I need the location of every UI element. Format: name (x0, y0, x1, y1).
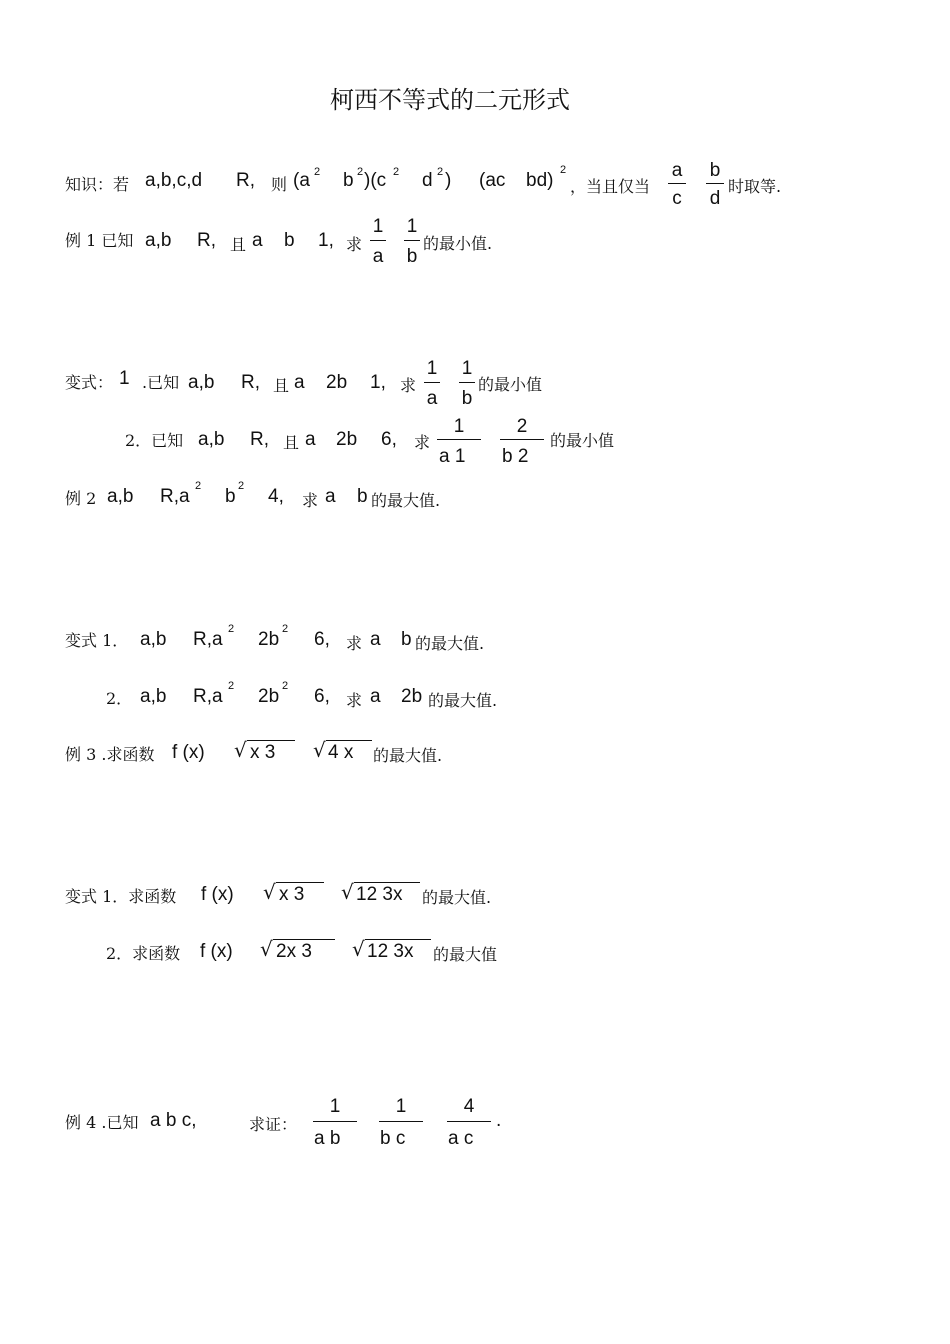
frac-num: 1 (395, 1096, 407, 1117)
fraction-bar (437, 439, 481, 440)
knowledge-close: ) (445, 170, 452, 191)
example-label: 例 4 .已知 (65, 1113, 139, 1132)
radical-bar (273, 939, 335, 940)
frac-num: 1 (406, 216, 418, 237)
frac-den: b 2 (502, 446, 529, 467)
knowledge-vars: a,b,c,d (145, 170, 203, 191)
var1-2b: 2b (326, 372, 348, 393)
knowledge-tail: 时取等. (728, 177, 782, 196)
exp: 2 (393, 166, 400, 178)
ex4-dot: . (496, 1110, 502, 1131)
example-label: 例 1 已知 (65, 231, 134, 250)
fraction-bar (424, 382, 440, 383)
var22-2b: 2b (258, 686, 280, 707)
ex1-tail: 的最小值. (423, 234, 493, 253)
knowledge-bd: bd) (526, 170, 554, 191)
var22-bb: 2b (401, 686, 423, 707)
frac-num: 1 (426, 358, 438, 379)
var21-2b: 2b (258, 629, 280, 650)
var32-radicand-2: 12 3x (367, 941, 414, 962)
variant-number: 1 (119, 368, 130, 389)
frac-num: 1 (461, 358, 473, 379)
radical-bar (276, 882, 324, 883)
var2-a: a (305, 429, 316, 450)
var2-tail: 的最小值 (550, 431, 615, 450)
frac-den: a 1 (439, 446, 466, 467)
sqrt-icon: √ (313, 738, 326, 762)
var1-one: 1, (370, 372, 386, 393)
exp: 2 (228, 680, 235, 692)
var2-six: 6, (381, 429, 397, 450)
var21-ask: 求 (346, 634, 363, 653)
frac-num: a (671, 160, 683, 181)
var22-ab: a,b (140, 686, 167, 707)
example-label: 例 2 (65, 489, 97, 508)
var1-a: a (294, 372, 305, 393)
exp: 2 (282, 623, 289, 635)
frac-den: b c (380, 1128, 406, 1149)
exp: 2 (228, 623, 235, 635)
ex1-a: a (252, 230, 263, 251)
frac-den: b (461, 388, 473, 409)
var2-ask: 求 (414, 433, 431, 452)
var1-ab: a,b (188, 372, 215, 393)
var31-tail: 的最大值. (422, 888, 492, 907)
ex4-ask: 求证： (249, 1115, 298, 1134)
var2-2b: 2b (336, 429, 358, 450)
var32-tail: 的最大值 (433, 945, 498, 964)
variant-number: 2．已知 (125, 431, 184, 450)
var22-a: a (370, 686, 381, 707)
exp: 2 (282, 680, 289, 692)
variant-number: 2． (106, 689, 133, 708)
ex2-bb: b (357, 486, 368, 507)
frac-num: 4 (463, 1096, 475, 1117)
var21-a: a (370, 629, 381, 650)
ex1-ask: 求 (346, 235, 363, 254)
frac-num: 1 (372, 216, 384, 237)
sqrt-icon: √ (352, 937, 365, 961)
exp: 2 (195, 480, 202, 492)
fraction-bar (379, 1121, 423, 1122)
exp: 2 (437, 166, 444, 178)
ex3-radicand-1: x 3 (250, 742, 276, 763)
variant-label: 变式 1． (65, 631, 129, 650)
var31-fx: f (x) (201, 884, 234, 905)
fraction-bar (706, 183, 724, 184)
ex3-radicand-2: 4 x (328, 742, 354, 763)
page-title: 柯西不等式的二元形式 (330, 86, 570, 114)
radical-bar (247, 740, 295, 741)
radical-bar (365, 939, 431, 940)
var22-ask: 求 (346, 691, 363, 710)
variant-label: 变式： (65, 373, 114, 392)
frac-den: b (406, 246, 418, 267)
var2-r: R, (250, 429, 269, 450)
frac-den: a (426, 388, 438, 409)
fraction-bar (370, 240, 386, 241)
fraction-bar (668, 183, 686, 184)
var21-bb: b (401, 629, 412, 650)
knowledge-label: 知识：若 (65, 175, 130, 194)
var1-cond: 且 (273, 376, 290, 395)
ex1-cond: 且 (230, 235, 247, 254)
ex1-b: b (284, 230, 295, 251)
variant-known: .已知 (142, 373, 180, 392)
var1-tail: 的最小值 (478, 375, 543, 394)
var31-radicand-1: x 3 (279, 884, 305, 905)
var21-tail: 的最大值. (415, 634, 485, 653)
frac-num: 1 (329, 1096, 341, 1117)
var2-ab: a,b (198, 429, 225, 450)
ex2-tail: 的最大值. (371, 491, 441, 510)
fraction-bar (313, 1121, 357, 1122)
sqrt-icon: √ (263, 880, 276, 904)
var1-r: R, (241, 372, 260, 393)
knowledge-d: d (422, 170, 433, 191)
var1-ask: 求 (400, 376, 417, 395)
var21-six: 6, (314, 629, 330, 650)
knowledge-then: 则 (271, 175, 288, 194)
ex3-fx: f (x) (172, 742, 205, 763)
exp: 2 (238, 480, 245, 492)
knowledge-in-r: R, (236, 170, 255, 191)
var32-fx: f (x) (200, 941, 233, 962)
ex1-one: 1, (318, 230, 334, 251)
frac-den: a (372, 246, 384, 267)
ex2-b: b (225, 486, 236, 507)
frac-den: d (709, 188, 721, 209)
ex2-ask: 求 (302, 491, 319, 510)
frac-den: c (672, 188, 682, 209)
exp: 2 (314, 166, 321, 178)
frac-num: 2 (516, 416, 528, 437)
radical-bar (354, 882, 420, 883)
ex4-abc: a b c, (150, 1110, 197, 1131)
variant-label: 变式 1．求函数 (65, 887, 177, 906)
fraction-bar (447, 1121, 491, 1122)
fraction-bar (404, 240, 420, 241)
var31-radicand-2: 12 3x (356, 884, 403, 905)
ex1-r: R, (197, 230, 216, 251)
sqrt-icon: √ (234, 738, 247, 762)
knowledge-lhs: (a (293, 170, 310, 191)
ex2-ab: a,b (107, 486, 134, 507)
var21-ab: a,b (140, 629, 167, 650)
frac-den: a b (314, 1128, 341, 1149)
knowledge-comma: ，当且仅当 (570, 177, 651, 196)
radical-bar (326, 740, 372, 741)
knowledge-c: )(c (364, 170, 387, 191)
sqrt-icon: √ (341, 880, 354, 904)
var22-six: 6, (314, 686, 330, 707)
variant-label: 2．求函数 (106, 944, 181, 963)
ex2-four: 4, (268, 486, 284, 507)
var32-radicand-1: 2x 3 (276, 941, 312, 962)
var22-r: R,a (193, 686, 223, 707)
frac-num: b (709, 160, 721, 181)
var21-r: R,a (193, 629, 223, 650)
ex2-a: a (325, 486, 336, 507)
sqrt-icon: √ (260, 937, 273, 961)
fraction-bar (500, 439, 544, 440)
ex3-tail: 的最大值. (373, 746, 443, 765)
fraction-bar (459, 382, 475, 383)
exp: 2 (560, 164, 567, 176)
var2-cond: 且 (283, 433, 300, 452)
knowledge-rhs: (ac (479, 170, 506, 191)
frac-den: a c (448, 1128, 474, 1149)
example-label: 例 3 .求函数 (65, 745, 155, 764)
var22-tail: 的最大值. (428, 691, 498, 710)
ex1-ab: a,b (145, 230, 172, 251)
ex2-r: R,a (160, 486, 190, 507)
knowledge-b: b (343, 170, 354, 191)
frac-num: 1 (453, 416, 465, 437)
exp: 2 (357, 166, 364, 178)
